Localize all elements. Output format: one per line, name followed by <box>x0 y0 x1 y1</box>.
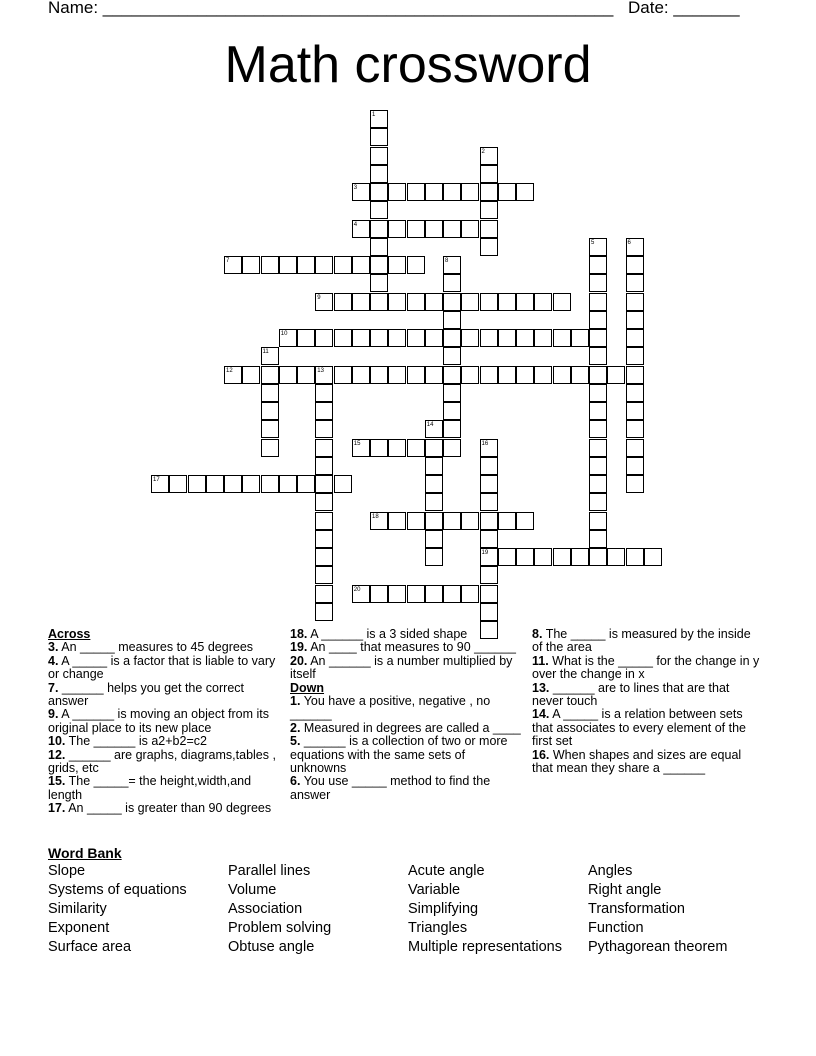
grid-cell[interactable] <box>516 329 534 347</box>
grid-cell[interactable] <box>480 585 498 603</box>
clue-number: 13 <box>317 367 324 374</box>
word-bank-item: Function <box>588 920 644 936</box>
grid-cell[interactable] <box>425 548 443 566</box>
grid-cell[interactable] <box>334 366 352 384</box>
grid-cell[interactable] <box>334 475 352 493</box>
grid-cell[interactable] <box>589 256 607 274</box>
grid-cell[interactable] <box>370 293 388 311</box>
grid-cell[interactable] <box>443 311 461 329</box>
grid-cell[interactable] <box>589 475 607 493</box>
grid-cell[interactable] <box>261 366 279 384</box>
grid-cell[interactable] <box>407 220 425 238</box>
grid-cell[interactable] <box>315 603 333 621</box>
grid-cell[interactable] <box>425 530 443 548</box>
grid-cell[interactable] <box>480 457 498 475</box>
grid-cell[interactable] <box>315 585 333 603</box>
grid-cell[interactable] <box>626 347 644 365</box>
grid-cell[interactable] <box>607 366 625 384</box>
grid-cell[interactable] <box>242 366 260 384</box>
grid-cell[interactable] <box>279 366 297 384</box>
grid-cell[interactable] <box>443 329 461 347</box>
word-bank-item: Association <box>228 901 303 917</box>
grid-cell[interactable] <box>315 293 333 311</box>
grid-cell[interactable] <box>315 402 333 420</box>
grid-cell[interactable] <box>388 512 406 530</box>
grid-cell[interactable] <box>553 548 571 566</box>
grid-cell[interactable] <box>553 293 571 311</box>
clue-number: 11 <box>262 349 269 356</box>
grid-cell[interactable] <box>261 384 279 402</box>
word-bank-item: Exponent <box>48 920 110 936</box>
grid-cell[interactable] <box>480 366 498 384</box>
clue-number: 5 <box>591 239 595 246</box>
clue-number: 14 <box>426 422 434 429</box>
grid-cell[interactable] <box>315 384 333 402</box>
clue-number: 8 <box>445 258 449 264</box>
grid-cell[interactable] <box>516 366 534 384</box>
grid-cell[interactable] <box>315 457 333 475</box>
clue-number: 18 <box>372 513 379 520</box>
grid-cell[interactable] <box>480 493 498 511</box>
grid-cell[interactable] <box>443 366 461 384</box>
grid-cell[interactable] <box>315 566 333 584</box>
grid-cell[interactable] <box>261 475 279 493</box>
grid-cell[interactable] <box>315 439 333 457</box>
grid-cell[interactable] <box>498 548 516 566</box>
grid-cell[interactable] <box>352 439 370 457</box>
grid-cell[interactable] <box>553 329 571 347</box>
grid-cell[interactable] <box>626 457 644 475</box>
grid-cell[interactable] <box>425 475 443 493</box>
grid-cell[interactable] <box>553 366 571 384</box>
grid-cell[interactable] <box>461 293 479 311</box>
grid-cell[interactable] <box>224 366 242 384</box>
grid-cell[interactable] <box>498 329 516 347</box>
grid-cell[interactable] <box>425 366 443 384</box>
grid-cell[interactable] <box>261 347 279 365</box>
grid-cell[interactable] <box>425 457 443 475</box>
grid-cell[interactable] <box>498 183 516 201</box>
grid-cell[interactable] <box>279 256 297 274</box>
grid-cell[interactable] <box>315 548 333 566</box>
grid-cell[interactable] <box>589 293 607 311</box>
word-bank-item: Simplifying <box>408 901 479 917</box>
grid-cell[interactable] <box>407 585 425 603</box>
word-bank-heading: Word Bank <box>48 845 122 861</box>
grid-cell[interactable] <box>443 439 461 457</box>
grid-cell[interactable] <box>407 183 425 201</box>
grid-cell[interactable] <box>261 439 279 457</box>
grid-cell[interactable] <box>370 201 388 219</box>
clue-down-13: 13. ______ are to lines that are that never touch <box>532 680 730 709</box>
clue-number: 12 <box>226 367 233 374</box>
grid-cell[interactable] <box>626 274 644 292</box>
clue-number: 19 <box>481 550 489 556</box>
clue-number: 20 <box>353 586 361 593</box>
grid-cell[interactable] <box>370 183 388 201</box>
clue-number: 4 <box>353 221 358 228</box>
grid-cell[interactable] <box>425 220 443 238</box>
grid-cell[interactable] <box>425 293 443 311</box>
grid-cell[interactable] <box>370 329 388 347</box>
grid-cell[interactable] <box>352 220 370 238</box>
grid-cell[interactable] <box>589 457 607 475</box>
clue-across-20: 20. An ______ is a number multiplied by itself <box>290 653 513 682</box>
grid-cell[interactable] <box>516 183 534 201</box>
grid-cell[interactable] <box>480 220 498 238</box>
grid-cell[interactable] <box>589 402 607 420</box>
word-bank-item: Surface area <box>48 939 132 955</box>
clue-number: 10 <box>280 331 288 337</box>
grid-cell[interactable] <box>461 183 479 201</box>
grid-cell[interactable] <box>607 548 625 566</box>
grid-cell[interactable] <box>443 274 461 292</box>
grid-cell[interactable] <box>589 366 607 384</box>
grid-cell[interactable] <box>334 256 352 274</box>
word-bank-item: Problem solving <box>228 920 332 936</box>
grid-cell[interactable] <box>589 420 607 438</box>
grid-cell[interactable] <box>370 165 388 183</box>
grid-cell[interactable] <box>480 475 498 493</box>
word-bank-item: Variable <box>408 882 461 898</box>
grid-cell[interactable] <box>352 329 370 347</box>
grid-cell[interactable] <box>589 493 607 511</box>
grid-cell[interactable] <box>370 274 388 292</box>
grid-cell[interactable] <box>388 293 406 311</box>
grid-cell[interactable] <box>589 311 607 329</box>
grid-cell[interactable] <box>443 220 461 238</box>
grid-cell[interactable] <box>407 512 425 530</box>
grid-cell[interactable] <box>461 512 479 530</box>
grid-cell[interactable] <box>443 384 461 402</box>
grid-cell[interactable] <box>571 329 589 347</box>
word-bank-item: Slope <box>48 863 86 879</box>
grid-cell[interactable] <box>352 293 370 311</box>
word-bank-item: Transformation <box>588 901 685 917</box>
grid-cell[interactable] <box>388 585 406 603</box>
grid-cell[interactable] <box>498 366 516 384</box>
clue-down-6: 6. You use _____ method to find the answer <box>290 774 491 802</box>
grid-cell[interactable] <box>516 512 534 530</box>
grid-cell[interactable] <box>461 366 479 384</box>
grid-cell[interactable] <box>498 512 516 530</box>
grid-cell[interactable] <box>644 548 662 566</box>
clue-down-8: 8. The _____ is measured by the inside of the area <box>532 627 751 655</box>
grid-cell[interactable] <box>315 493 333 511</box>
clue-number: 6 <box>627 239 631 246</box>
grid-cell[interactable] <box>480 201 498 219</box>
clue-number: 1 <box>372 112 376 118</box>
grid-cell[interactable] <box>534 329 552 347</box>
grid-cell[interactable] <box>425 493 443 511</box>
grid-cell[interactable] <box>443 402 461 420</box>
clue-down-2: 2. Measured in degrees are called a ____ <box>290 720 521 735</box>
grid-cell[interactable] <box>352 256 370 274</box>
grid-cell[interactable] <box>589 439 607 457</box>
grid-cell[interactable] <box>407 256 425 274</box>
clue-number: 2 <box>481 148 485 155</box>
grid-cell[interactable] <box>388 366 406 384</box>
word-bank-item: Volume <box>228 882 277 898</box>
grid-cell[interactable] <box>352 585 370 603</box>
grid-cell[interactable] <box>224 475 242 493</box>
clue-down-14: 14. A _____ is a relation between sets that associates to every element of the first set <box>532 707 747 749</box>
grid-cell[interactable] <box>334 293 352 311</box>
grid-cell[interactable] <box>589 548 607 566</box>
grid-cell[interactable] <box>334 329 352 347</box>
name-field-label: Name: ______________________________________________________ <box>48 0 614 17</box>
grid-cell[interactable] <box>589 347 607 365</box>
down-heading: Down <box>290 680 325 695</box>
clue-across-15: 15. The _____= the height,width,and length <box>48 774 252 802</box>
clues-column-3 <box>532 628 764 775</box>
word-bank-item: Multiple representations <box>408 939 562 955</box>
grid-cell[interactable] <box>425 512 443 530</box>
grid-cell[interactable] <box>626 366 644 384</box>
word-bank-item: Right angle <box>588 882 662 898</box>
grid-cell[interactable] <box>151 475 169 493</box>
clues-column-2 <box>290 628 522 802</box>
grid-cell[interactable] <box>443 293 461 311</box>
grid-cell[interactable] <box>626 475 644 493</box>
grid-cell[interactable] <box>261 420 279 438</box>
grid-cell[interactable] <box>425 439 443 457</box>
grid-cell[interactable] <box>315 256 333 274</box>
grid-cell[interactable] <box>589 238 607 256</box>
grid-cell[interactable] <box>279 329 297 347</box>
grid-cell[interactable] <box>169 475 187 493</box>
grid-cell[interactable] <box>480 329 498 347</box>
grid-cell[interactable] <box>297 475 315 493</box>
grid-cell[interactable] <box>480 530 498 548</box>
word-bank-item: Angles <box>588 863 633 879</box>
grid-cell[interactable] <box>480 238 498 256</box>
grid-cell[interactable] <box>534 548 552 566</box>
grid-cell[interactable] <box>370 110 388 128</box>
clue-number: 15 <box>353 440 361 447</box>
grid-cell[interactable] <box>188 475 206 493</box>
clue-down-1: 1. You have a positive, negative , no ______ <box>290 694 491 722</box>
word-bank-item: Parallel lines <box>228 863 311 879</box>
grid-cell[interactable] <box>534 293 552 311</box>
grid-cell[interactable] <box>461 329 479 347</box>
grid-cell[interactable] <box>206 475 224 493</box>
grid-cell[interactable] <box>461 220 479 238</box>
grid-cell[interactable] <box>297 329 315 347</box>
grid-cell[interactable] <box>626 329 644 347</box>
grid-cell[interactable] <box>626 420 644 438</box>
grid-cell[interactable] <box>261 256 279 274</box>
clue-across-19: 19. An ____ that measures to 90 ______ <box>290 640 516 655</box>
clue-across-17: 17. An _____ is greater than 90 degrees <box>48 801 272 816</box>
grid-cell[interactable] <box>626 402 644 420</box>
word-bank-item: Acute angle <box>408 863 485 879</box>
grid-cell[interactable] <box>589 512 607 530</box>
grid-cell[interactable] <box>352 366 370 384</box>
grid-cell[interactable] <box>480 439 498 457</box>
word-bank-item: Triangles <box>408 920 468 936</box>
grid-cell[interactable] <box>388 439 406 457</box>
clues-column-1 <box>48 628 280 816</box>
grid-cell[interactable] <box>571 548 589 566</box>
grid-cell[interactable] <box>589 530 607 548</box>
grid-cell[interactable] <box>297 366 315 384</box>
across-heading: Across <box>48 627 91 641</box>
grid-cell[interactable] <box>626 439 644 457</box>
grid-cell[interactable] <box>242 256 260 274</box>
grid-cell[interactable] <box>407 293 425 311</box>
grid-cell[interactable] <box>370 439 388 457</box>
grid-cell[interactable] <box>370 128 388 146</box>
grid-cell[interactable] <box>224 256 242 274</box>
grid-cell[interactable] <box>589 384 607 402</box>
clue-number: 7 <box>226 258 230 264</box>
clue-across-10: 10. The ______ is a2+b2=c2 <box>48 734 207 749</box>
grid-cell[interactable] <box>516 548 534 566</box>
grid-cell[interactable] <box>315 530 333 548</box>
grid-cell[interactable] <box>388 256 406 274</box>
grid-cell[interactable] <box>261 402 279 420</box>
grid-cell[interactable] <box>516 293 534 311</box>
grid-cell[interactable] <box>315 366 333 384</box>
grid-cell[interactable] <box>480 548 498 566</box>
grid-cell[interactable] <box>315 420 333 438</box>
grid-cell[interactable] <box>407 366 425 384</box>
word-bank-item: Systems of equations <box>48 882 187 898</box>
grid-cell[interactable] <box>315 329 333 347</box>
clue-across-4: 4. A _____ is a factor that is liable to vary or change <box>48 653 276 682</box>
clue-across-9: 9. A ______ is moving an object from its original place to its new place <box>48 707 269 735</box>
grid-cell[interactable] <box>589 329 607 347</box>
grid-cell[interactable] <box>589 274 607 292</box>
grid-cell[interactable] <box>480 603 498 621</box>
clue-across-3: 3. An _____ measures to 45 degrees <box>48 640 254 655</box>
grid-cell[interactable] <box>315 475 333 493</box>
grid-cell[interactable] <box>279 475 297 493</box>
grid-cell[interactable] <box>480 293 498 311</box>
grid-cell[interactable] <box>425 329 443 347</box>
grid-cell[interactable] <box>407 439 425 457</box>
grid-cell[interactable] <box>388 183 406 201</box>
grid-cell[interactable] <box>370 147 388 165</box>
grid-cell[interactable] <box>480 183 498 201</box>
grid-cell[interactable] <box>315 512 333 530</box>
clue-across-12: 12. ______ are graphs, diagrams,tables , grids, etc <box>48 747 276 776</box>
clue-down-5: 5. ______ is a collection of two or more equations with the same sets of unknowns <box>290 734 508 776</box>
clue-down-16: 16. When shapes and sizes are equal that mean they share a ______ <box>532 747 742 776</box>
clue-number: 9 <box>317 294 321 301</box>
clue-number: 16 <box>481 440 489 447</box>
clue-down-11: 11. What is the _____ for the change in y over the change in x <box>532 653 760 682</box>
grid-cell[interactable] <box>425 183 443 201</box>
grid-cell[interactable] <box>370 585 388 603</box>
grid-cell[interactable] <box>480 165 498 183</box>
grid-cell[interactable] <box>443 512 461 530</box>
word-bank-item: Pythagorean theorem <box>588 939 728 955</box>
grid-cell[interactable] <box>407 329 425 347</box>
grid-cell[interactable] <box>626 238 644 256</box>
grid-cell[interactable] <box>388 329 406 347</box>
grid-cell[interactable] <box>443 183 461 201</box>
grid-cell[interactable] <box>480 512 498 530</box>
clue-across-18: 18. A ______ is a 3 sided shape <box>290 627 468 641</box>
grid-cell[interactable] <box>443 347 461 365</box>
grid-cell[interactable] <box>480 147 498 165</box>
grid-cell[interactable] <box>443 585 461 603</box>
grid-cell[interactable] <box>297 256 315 274</box>
grid-cell[interactable] <box>626 293 644 311</box>
page-title: Math crossword <box>224 36 592 94</box>
grid-cell[interactable] <box>370 366 388 384</box>
date-field-label: Date: _______ <box>628 0 740 17</box>
grid-cell[interactable] <box>626 548 644 566</box>
clue-across-7: 7. ______ helps you get the correct answer <box>48 680 244 709</box>
grid-cell[interactable] <box>534 366 552 384</box>
grid-cell[interactable] <box>370 256 388 274</box>
grid-cell[interactable] <box>498 293 516 311</box>
grid-cell[interactable] <box>425 420 443 438</box>
grid-cell[interactable] <box>352 183 370 201</box>
clue-number: 3 <box>353 185 358 191</box>
grid-cell[interactable] <box>571 366 589 384</box>
grid-cell[interactable] <box>370 238 388 256</box>
grid-cell[interactable] <box>626 384 644 402</box>
clue-number: 17 <box>153 477 160 483</box>
grid-cell[interactable] <box>388 220 406 238</box>
word-bank-item: Obtuse angle <box>228 939 315 955</box>
grid-cell[interactable] <box>480 566 498 584</box>
word-bank-item: Similarity <box>48 901 107 917</box>
grid-cell[interactable] <box>443 256 461 274</box>
grid-cell[interactable] <box>242 475 260 493</box>
grid-cell[interactable] <box>461 585 479 603</box>
grid-cell[interactable] <box>443 420 461 438</box>
grid-cell[interactable] <box>425 585 443 603</box>
grid-cell[interactable] <box>370 220 388 238</box>
grid-cell[interactable] <box>626 311 644 329</box>
grid-cell[interactable] <box>626 256 644 274</box>
grid-cell[interactable] <box>370 512 388 530</box>
